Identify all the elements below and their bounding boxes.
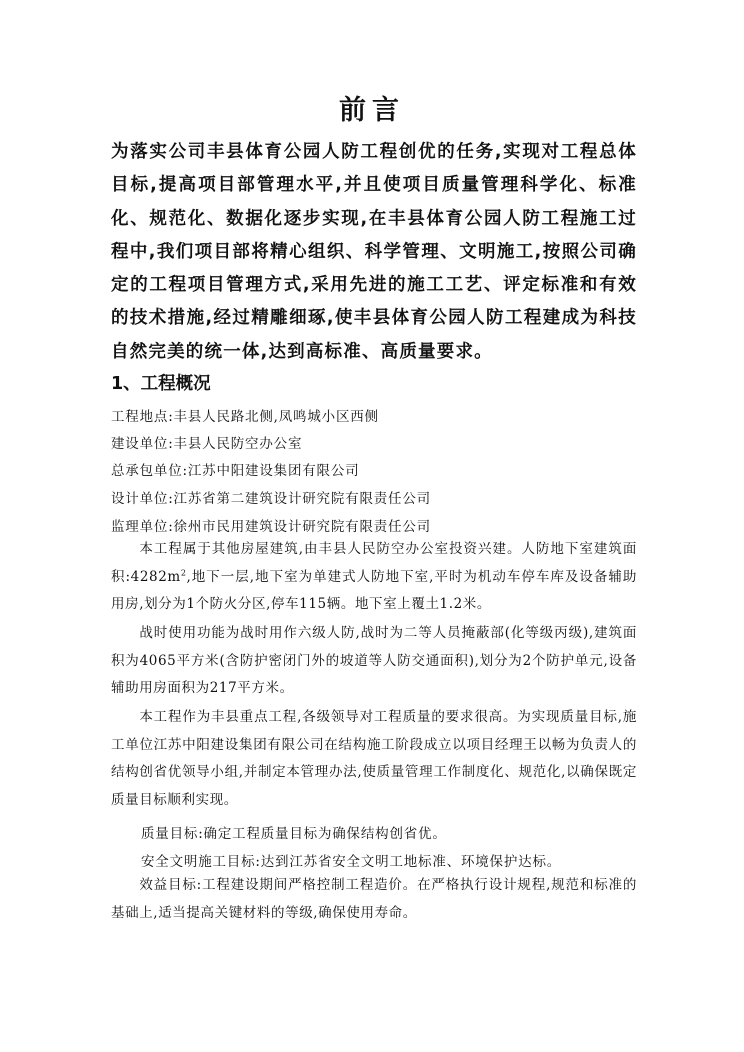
quality-goal: 质量目标:确定工程质量目标为确保结构创省优。 [141,826,447,842]
info-supervisor: 监理单位:徐州市民用建筑设计研究院有限责任公司 [111,519,431,535]
info-client: 建设单位:丰县人民防空办公室 [111,436,303,452]
overview-text-b: ,地下一层,地下室为单建式人防地下室,平时为机动车停车库及设备辅助用房,划分为1个防火分区,停车115辆。地下室上覆土1.2米。 [111,568,637,612]
overview-text-a: 本工程属于其他房屋建筑,由丰县人民防空办公室投资兴建。人防地下室建筑面积:4282m [111,541,637,585]
info-designer: 设计单位:江苏省第二建筑设计研究院有限责任公司 [111,491,431,507]
info-general-contractor: 总承包单位:江苏中阳建设集团有限公司 [111,463,360,479]
benefit-goal-paragraph: 效益目标:工程建设期间严格控制工程造价。在严格执行设计规程,规范和标准的基础上,适当提高关键材料的等级,确保使用寿命。 [111,877,637,921]
preface-paragraph: 为落实公司丰县体育公园人防工程创优的任务,实现对工程总体目标,提高项目部管理水平,并且使项目质量管理科学化、标准化、规范化、数据化逐步实现,在丰县体育公园人防工程施工过程中,我们项目部将精心组织、科学管理、文明施工,按照公司确定的工程项目管理方式,采用先进的施工工艺、评定标准和有效的技术措施,经过精雕细琢,使丰县体育公园人防工程建成为科技自然完美的统一体,达到高标准、高质量要求。 [111,142,637,362]
overview-paragraph [111,536,637,619]
area-unit-superscript: 2 [180,568,187,577]
wartime-function-paragraph: 战时使用功能为战时用作六级人防,战时为二等人员掩蔽部(化等级丙级),建筑面积为4065平方米(含防护密闭门外的坡道等人防交通面积),划分为2个防护单元,设备辅助用房面积为217平方米。 [111,625,637,696]
quality-management-paragraph: 本工程作为丰县重点工程,各级领导对工程质量的要求很高。为实现质量目标,施工单位江苏中阳建设集团有限公司在结构施工阶段成立以项目经理王以畅为负责人的结构创省优领导小组,并制定本管理办法,使质量管理工作制度化、规范化,以确保既定质量目标顺利实现。 [111,709,637,808]
section-heading: 1、工程概况 [111,374,211,394]
info-project-location: 工程地点:丰县人民路北侧,凤鸣城小区西侧 [111,409,379,425]
safety-goal: 安全文明施工目标:达到江苏省安全文明工地标准、环境保护达标。 [141,854,562,870]
page-title: 前言 [339,95,405,126]
